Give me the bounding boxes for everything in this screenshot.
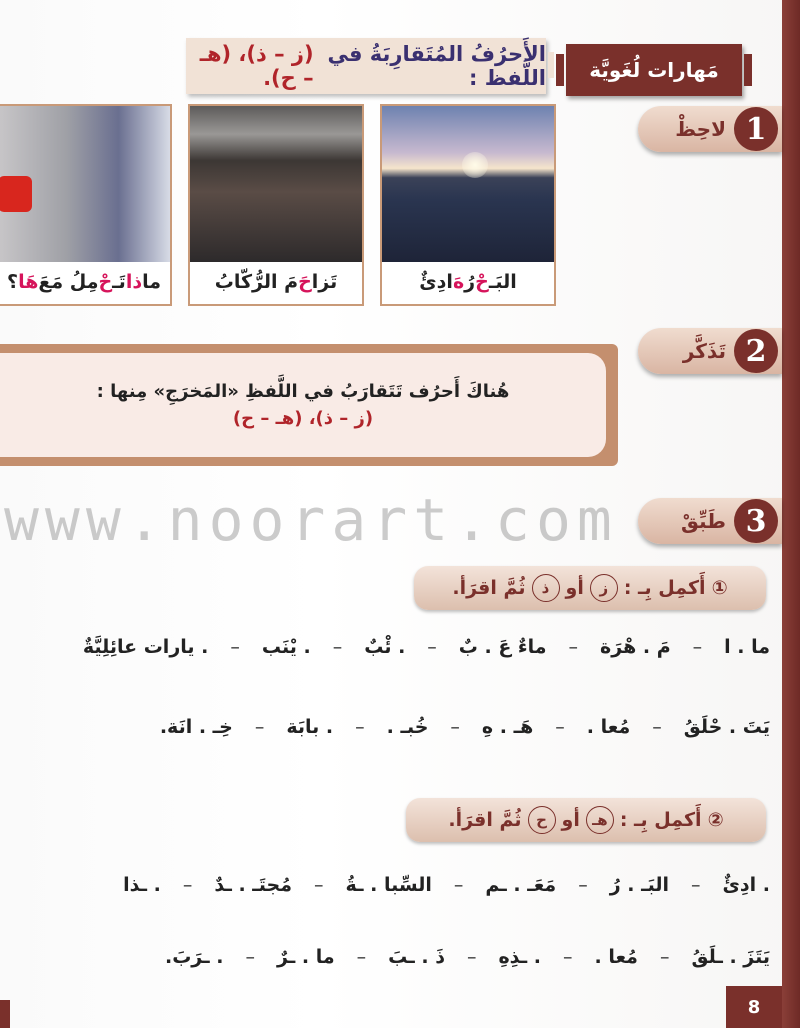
picture-caption (0, 260, 170, 304)
option-circle: ذ (532, 574, 560, 602)
section-label-observe: لاحِظْ (675, 117, 726, 141)
fill-blank-word[interactable]: . ـرَبَ. (165, 946, 224, 968)
option-circle: هـ (586, 806, 614, 834)
fill-blank-word[interactable]: ماءٌ عَ . بٌ (458, 636, 547, 658)
caption-highlight: ذا (125, 271, 143, 293)
book-spine (782, 0, 800, 1028)
skill-tag-label: مَهارات لُغَويَّة (589, 58, 719, 82)
exercise-2-instruction (406, 798, 766, 842)
lesson-title: الأَحرُفُ المُتَقارِبَةُ في اللَّفظ : (327, 42, 546, 90)
picture-caption (190, 260, 362, 304)
section-label-remember: تَذَكَّر (682, 339, 726, 363)
exercise-number: ② (707, 809, 724, 831)
fill-blank-word[interactable]: خِـ . انَة. (159, 716, 233, 738)
exercise-2-row-1: . ادِئٌ – البَـ . رُ – مَعَـ . ـم – السِّبا . ـةُ – مُجتَـ . ـدٌ – . ـذا (123, 874, 770, 896)
fill-blank-word[interactable]: البَـ . رُ (609, 874, 669, 896)
fill-blank-word[interactable]: . ـذا (123, 874, 161, 896)
watermark: www.noorart.com (4, 486, 618, 554)
or-word: أو (565, 577, 584, 599)
fill-blank-word[interactable]: . يارات عائِلِيَّةٌ (82, 636, 209, 658)
picture-caption (382, 260, 554, 304)
caption-highlight: هَ (452, 271, 465, 293)
page-edge-tab (0, 1000, 10, 1028)
fill-blank-word[interactable]: . ـذِهِ (498, 946, 541, 968)
section-remember (638, 328, 782, 374)
remember-letters: (ز – ذ)، (هـ – ح) (232, 408, 374, 429)
section-apply (638, 498, 782, 544)
picture-card-sea (380, 104, 556, 306)
fill-blank-word[interactable]: مَعَـ . ـم (485, 874, 557, 896)
crowd-image (190, 106, 362, 262)
picture-card-platform (0, 104, 172, 306)
platform-image (0, 106, 170, 262)
fill-blank-word[interactable]: مُجتَـ . ـدٌ (214, 874, 293, 896)
caption-highlight: حَ (298, 271, 312, 293)
caption-part: مِلُ مَعَ (38, 271, 99, 293)
section-number-2: 2 (734, 329, 778, 373)
fill-blank-word[interactable]: هَـ . هِ (481, 716, 534, 738)
caption-part: مَ الرُّكّابُ (214, 271, 299, 293)
exercise-1-row-1: ما . ا – مَ . هْرَة – ماءٌ عَ . بٌ – . ئْبٌ – . يْنَب – . يارات عائِلِيَّةٌ (82, 636, 770, 658)
exercise-2-row-2: يَتَزَ . ـلَقُ – مُعا . – . ـذِهِ – ذَ . ـبَ – ما . ـرٌ – . ـرَبَ. (165, 946, 770, 968)
fill-blank-word[interactable]: يَتَزَ . ـلَقُ (691, 946, 770, 968)
fill-blank-word[interactable]: ما . ا (724, 636, 770, 658)
fill-blank-word[interactable]: . بابَة (286, 716, 334, 738)
caption-highlight: حْ (475, 271, 489, 293)
instruction-suffix: ثُمَّ اقرَأ. (448, 809, 522, 831)
fill-blank-word[interactable]: السِّبا . ـةُ (345, 874, 432, 896)
fill-blank-word[interactable]: يَتَ . حْلَقُ (683, 716, 770, 738)
caption-highlight: حْ (98, 271, 113, 293)
section-observe (638, 106, 782, 152)
remember-box (0, 344, 618, 466)
fill-blank-word[interactable]: ما . ـرٌ (276, 946, 335, 968)
caption-part: تَـ (112, 271, 126, 293)
fill-blank-word[interactable]: . يْنَب (261, 636, 311, 658)
sea-image (382, 106, 554, 262)
lesson-title-letters: (ز – ذ)، (هـ – ح). (199, 42, 314, 90)
fill-blank-word[interactable]: . ادِئٌ (722, 874, 770, 896)
remember-text: هُناكَ أَحرُف تَتَقارَبُ في اللَّفظِ «المَخرَجِ» مِنها : (96, 381, 510, 402)
caption-part: رُ (464, 271, 476, 293)
picture-card-crowd (188, 104, 364, 306)
fill-blank-word[interactable]: خُبـ . (386, 716, 429, 738)
section-number-3: 3 (734, 499, 778, 543)
instruction-prefix: أَكمِل بِـ : (619, 809, 702, 831)
section-label-apply: طَبِّقْ (680, 509, 726, 533)
fill-blank-word[interactable]: مُعا . (594, 946, 638, 968)
caption-part: تَزا (311, 271, 338, 293)
exercise-1-instruction (414, 566, 766, 610)
fill-blank-word[interactable]: مَ . هْرَة (600, 636, 671, 658)
caption-part: ادِئٌ (419, 271, 453, 293)
or-word: أو (561, 809, 580, 831)
instruction-suffix: ثُمَّ اقرَأ. (452, 577, 526, 599)
section-number-1: 1 (734, 107, 778, 151)
option-circle: ح (528, 806, 556, 834)
fill-blank-word[interactable]: ذَ . ـبَ (388, 946, 445, 968)
caption-part: البَـ (488, 271, 517, 293)
instruction-prefix: أَكمِل بِـ : (623, 577, 706, 599)
page-number: 8 (726, 986, 782, 1028)
fill-blank-word[interactable]: . ئْبٌ (364, 636, 406, 658)
exercise-number: ① (711, 577, 728, 599)
option-circle: ز (590, 574, 618, 602)
caption-highlight: هَا (18, 271, 39, 293)
lesson-title-banner (186, 38, 546, 94)
exercise-1-row-2: يَتَ . حْلَقُ – مُعا . – هَـ . هِ – خُبـ . – . بابَة – خِـ . انَة. (159, 716, 770, 738)
caption-part: ؟ (7, 271, 19, 293)
caption-part: ما (142, 271, 161, 293)
skill-tag (566, 44, 742, 96)
fill-blank-word[interactable]: مُعا . (586, 716, 631, 738)
